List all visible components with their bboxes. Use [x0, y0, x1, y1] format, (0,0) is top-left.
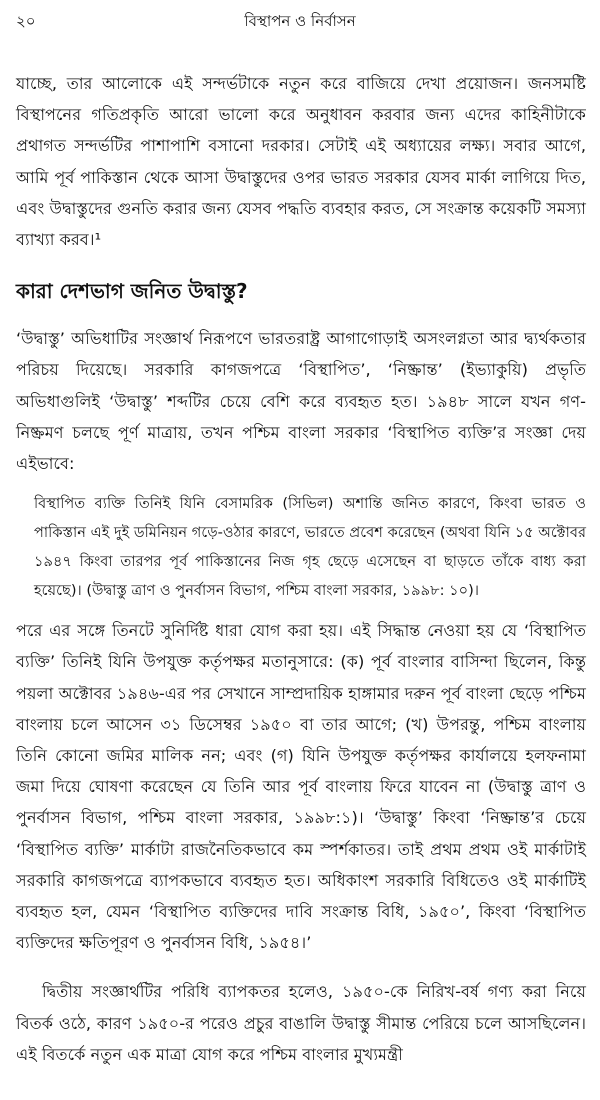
page-header: [16, 6, 584, 34]
paragraph-definition: ‘উদ্বাস্তু’ অভিধাটির সংজ্ঞার্থ নিরূপণে ভারতরাষ্ট্র আগাগোড়াই অসংলগ্নতা আর দ্ব্যর্থকতার পরিচয় দিয়েছে। সরকারি কাগজপত্রে ‘বিস্থাপিত’, ‘নিষ্ক্রান্ত’ (ইভ্যাকুয়ি) প্রভৃতি অভিধাগুলিই ‘উদ্বাস্তু’ শব্দটির চেয়ে বেশি করে ব্যবহৃত হত। ১৯৪৮ সালে যখন গণ-নিষ্ক্রমণ চলছে পূর্ণ মাত্রায়, তখন পশ্চিম বাংলা সরকার ‘বিস্থাপিত ব্যক্তি’র সংজ্ঞা দেয় এইভাবে:: [16, 329, 586, 474]
block-quote: বিস্থাপিত ব্যক্তি তিনিই যিনি বেসামরিক (সিভিল) অশান্তি জনিত কারণে, কিংবা ভারত ও পাকিস্তান এই দুই ডমিনিয়ন গড়ে-ওঠার কারণে, ভারতে প্রবেশ করেছেন (অথবা যিনি ১৫ অক্টোবর ১৯৪৭ কিংবা তারপর পূর্ব পাকিস্তানের নিজ গৃহ ছেড়ে এসেছেন বা ছাড়তে তাঁকে বাধ্য করা হয়েছে)। (উদ্বাস্তু ত্রাণ ও পুনর্বাসন বিভাগ, পশ্চিম বাংলা সরকার, ১৯৯৮: ১০)।: [34, 495, 586, 600]
page-number: ২০: [16, 12, 36, 30]
paragraph-intro: যাচ্ছে, তার আলোকে এই সন্দর্ভটাকে নতুন করে বাজিয়ে দেখা প্রয়োজন। জনসমষ্টি বিস্থাপনের গতিপ্রকৃতি আরো ভালো করে অনুধাবন করবার জন্য এদের কাহিনীটাকে প্রথাগত সন্দর্ভটির পাশাপাশি বসানো দরকার। সেটাই এই অধ্যায়ের লক্ষ্য। সবার আগে, আমি পূর্ব পাকিস্তান থেকে আসা উদ্বাস্তুদের ওপর ভারত সরকার যেসব মার্কা লাগিয়ে দিত, এবং উদ্বাস্তুদের গুনতি করার জন্য যেসব পদ্ধতি ব্যবহার করত, সে সংক্রান্ত কয়েকটি সমস্যা ব্যাখ্যা করব।¹: [16, 74, 586, 250]
paragraph-debate: দ্বিতীয় সংজ্ঞার্থটির পরিধি ব্যাপকতর হলেও, ১৯৫০-কে নিরিখ-বর্ষ গণ্য করা নিয়ে বিতর্ক ওঠে, কারণ ১৯৫০-র পরেও প্রচুর বাঙালি উদ্বাস্তু সীমান্ত পেরিয়ে চলে আসছিলেন। এই বিতর্কে নতুন এক মাত্রা যোগ করে পশ্চিম বাংলার মুখ্যমন্ত্রী: [16, 982, 586, 1064]
running-title: বিস্থাপন ও নির্বাসন: [244, 12, 356, 30]
section-heading: কারা দেশভাগ জনিত উদ্বাস্তু?: [16, 279, 248, 304]
paragraph-clauses: পরে এর সঙ্গে তিনটে সুনির্দিষ্ট ধারা যোগ করা হয়। এই সিদ্ধান্ত নেওয়া হয় যে ‘বিস্থাপিত ব্যক্তি’ তিনিই যিনি উপযুক্ত কর্তৃপক্ষর মতানুসারে: (ক) পূর্ব বাংলার বাসিন্দা ছিলেন, কিন্তু পয়লা অক্টোবর ১৯৪৬-এর পর সেখানে সাম্প্রদায়িক হাঙ্গামার দরুন পূর্ব বাংলা ছেড়ে পশ্চিম বাংলায় চলে আসেন ৩১ ডিসেম্বর ১৯৫০ বা তার আগে; (খ) উপরন্তু, পশ্চিম বাংলায় তিনি কোনো জমির মালিক নন; এবং (গ) যিনি উপযুক্ত কর্তৃপক্ষর কার্যালয়ে হলফনামা জমা দিয়ে ঘোষণা করেছেন যে তিনি আর পূর্ব বাংলায় ফিরে যাবেন না (উদ্বাস্তু ত্রাণ ও পুনর্বাসন বিভাগ, পশ্চিম বাংলা সরকার, ১৯৯৮:১)। ‘উদ্বাস্তু’ কিংবা ‘নিষ্ক্রান্ত’র চেয়ে ‘বিস্থাপিত ব্যক্তি’ মার্কাটা রাজনৈতিকভাবে কম স্পর্শকাতর। তাই প্রথম প্রথম ওই মার্কাটাই সরকারি কাগজপত্রে ব্যাপকভাবে ব্যবহৃত হত। অধিকাংশ সরকারি বিধিতেও ওই মার্কাটিই ব্যবহৃত হল, যেমন ‘বিস্থাপিত ব্যক্তিদের দাবি সংক্রান্ত বিধি, ১৯৫০’, কিংবা ‘বিস্থাপিত ব্যক্তিদের ক্ষতিপূরণ ও পুনর্বাসন বিধি, ১৯৫৪।’: [16, 621, 586, 953]
page-body: [16, 68, 586, 1070]
